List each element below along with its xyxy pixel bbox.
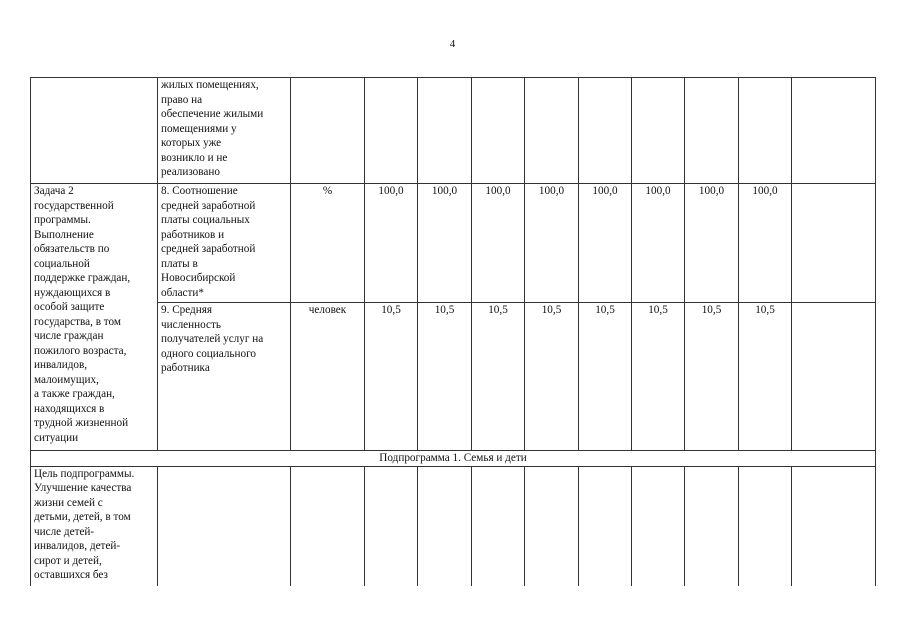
value-cell bbox=[685, 466, 739, 586]
value-cell: 10,5 bbox=[685, 303, 739, 451]
unit-cell bbox=[291, 78, 365, 184]
task-cell: Задача 2 государственной программы. Выполнение обязательств по социальной поддержке граждан, нуждающихся в особой защите государства, в том числе граждан пожилого возраста, инвалидов, малоимущих, а также граждан, находящихся в трудной жизненной ситуации bbox=[31, 184, 158, 451]
goal-cell: Цель подпрограммы. Улучшение качества жизни семей с детьми, детей, в том числе детей- инвалидов, детей- сирот и детей, оставшихся без bbox=[31, 466, 158, 586]
value-cell bbox=[579, 78, 632, 184]
indicator-cell: 8. Соотношение средней заработной платы социальных работников и средней заработной платы в Новосибирской области* bbox=[158, 184, 291, 303]
value-cell: 10,5 bbox=[365, 303, 418, 451]
indicator-cell: жилых помещениях, право на обеспечение жилыми помещениями у которых уже возникло и не реализовано bbox=[158, 78, 291, 184]
value-cell: 10,5 bbox=[472, 303, 525, 451]
value-cell: 100,0 bbox=[525, 184, 579, 303]
subprogram-title: Подпрограмма 1. Семья и дети bbox=[31, 451, 876, 467]
table-row-indicator-8 bbox=[31, 184, 876, 303]
value-cell: 10,5 bbox=[579, 303, 632, 451]
value-cell: 10,5 bbox=[739, 303, 792, 451]
unit-cell: % bbox=[291, 184, 365, 303]
value-cell: 100,0 bbox=[472, 184, 525, 303]
note-cell bbox=[792, 466, 876, 586]
value-cell: 10,5 bbox=[418, 303, 472, 451]
value-cell bbox=[525, 78, 579, 184]
table-row-subprogram bbox=[31, 451, 876, 467]
value-cell bbox=[525, 466, 579, 586]
value-cell: 100,0 bbox=[739, 184, 792, 303]
value-cell bbox=[739, 466, 792, 586]
value-cell: 100,0 bbox=[418, 184, 472, 303]
note-cell bbox=[792, 303, 876, 451]
note-cell bbox=[792, 184, 876, 303]
unit-cell: человек bbox=[291, 303, 365, 451]
table-row-indicator-9 bbox=[31, 303, 876, 451]
value-cell bbox=[365, 466, 418, 586]
value-cell bbox=[472, 466, 525, 586]
value-cell bbox=[739, 78, 792, 184]
value-cell: 10,5 bbox=[525, 303, 579, 451]
value-cell bbox=[685, 78, 739, 184]
unit-cell bbox=[291, 466, 365, 586]
indicator-cell: 9. Средняя численность получателей услуг на одного социального работника bbox=[158, 303, 291, 451]
value-cell: 100,0 bbox=[632, 184, 685, 303]
value-cell bbox=[579, 466, 632, 586]
value-cell bbox=[418, 78, 472, 184]
page-number: 4 bbox=[449, 38, 456, 50]
indicator-cell bbox=[158, 466, 291, 586]
value-cell: 100,0 bbox=[365, 184, 418, 303]
value-cell: 100,0 bbox=[685, 184, 739, 303]
value-cell bbox=[472, 78, 525, 184]
value-cell: 100,0 bbox=[579, 184, 632, 303]
value-cell bbox=[632, 78, 685, 184]
note-cell bbox=[792, 78, 876, 184]
value-cell bbox=[632, 466, 685, 586]
indicators-table bbox=[30, 77, 876, 586]
value-cell bbox=[418, 466, 472, 586]
goal-cell bbox=[31, 78, 158, 184]
table-row-continuation bbox=[31, 78, 876, 184]
table-row-subprogram-goal bbox=[31, 466, 876, 586]
value-cell: 10,5 bbox=[632, 303, 685, 451]
value-cell bbox=[365, 78, 418, 184]
